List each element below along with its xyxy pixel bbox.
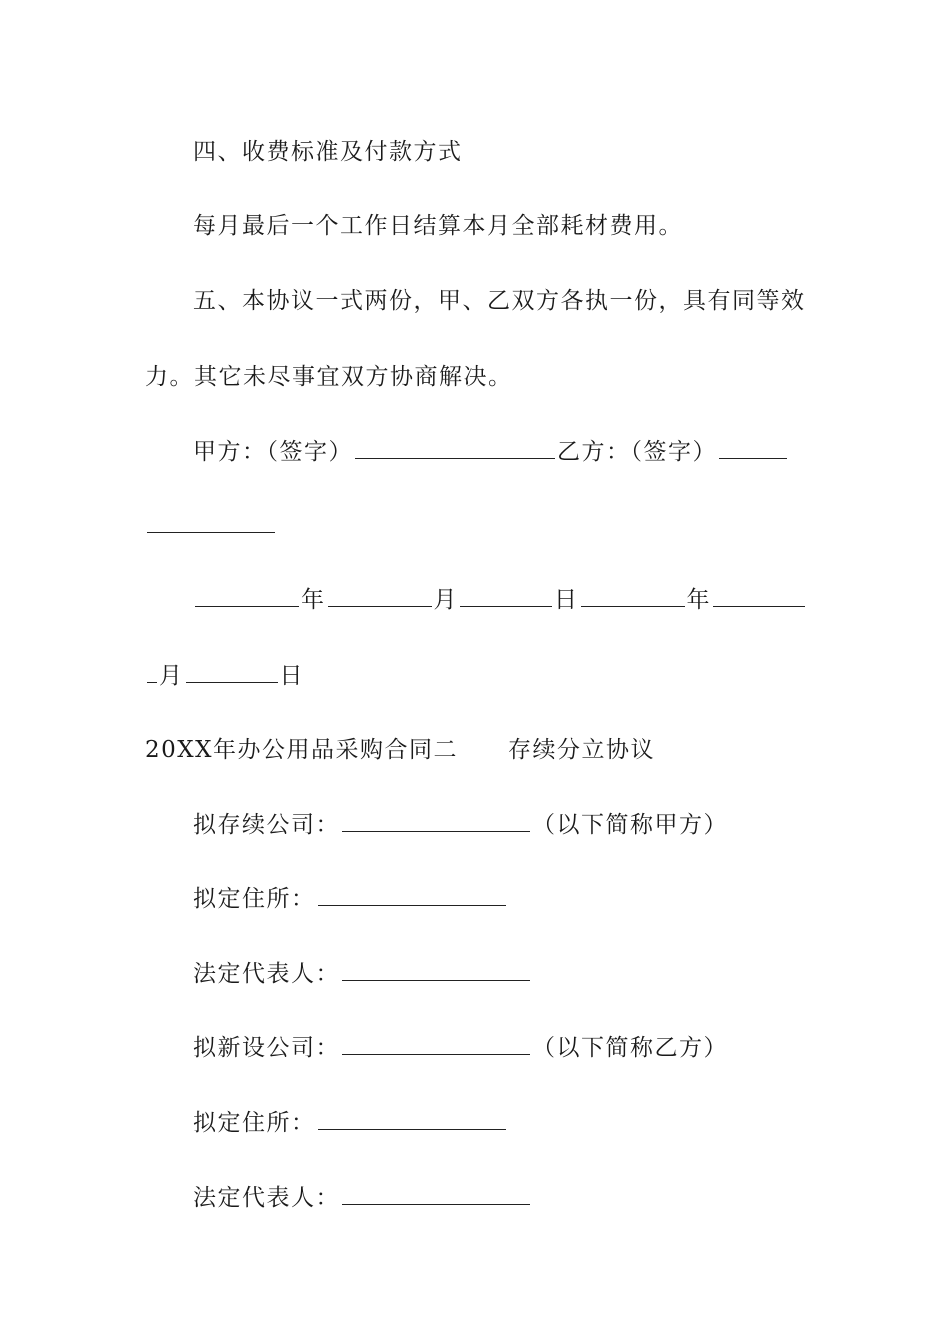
section-5-line-1: 五、本协议一式两份，甲、乙双方各执一份，具有同等效 (193, 288, 806, 314)
party-b-signature-blank-cont (147, 510, 275, 533)
legal-rep-label-1: 法定代表人： (193, 961, 340, 987)
month-label-b: 月 (159, 663, 184, 689)
legal-rep-line-2 (193, 1182, 532, 1213)
signature-line (193, 436, 789, 467)
section-4-body: 每月最后一个工作日结算本月全部耗材费用。 (193, 213, 683, 239)
surviving-company-blank (342, 809, 530, 832)
residence-line-1 (193, 883, 508, 914)
residence-label-1: 拟定住所： (193, 886, 316, 912)
party-b-signature-blank (719, 436, 787, 459)
year-blank-b (581, 584, 685, 607)
residence-line-2 (193, 1107, 508, 1138)
day-blank-b (186, 660, 278, 683)
contract-2-heading (145, 735, 655, 765)
day-blank-a (460, 584, 552, 607)
residence-label-2: 拟定住所： (193, 1110, 316, 1136)
section-4-heading: 四、收费标准及付款方式 (193, 139, 463, 165)
residence-blank-2 (318, 1107, 506, 1130)
month-blank-a (328, 584, 432, 607)
new-company-label: 拟新设公司： (193, 1035, 340, 1061)
year-blank-a (195, 584, 299, 607)
legal-rep-blank-2 (342, 1182, 530, 1205)
signature-continuation (145, 510, 277, 541)
legal-rep-line-1 (193, 958, 532, 989)
new-company-line (193, 1032, 728, 1063)
contract-2-title: 20XX年办公用品采购合同二 (145, 737, 459, 763)
new-company-blank (342, 1032, 530, 1055)
date-line (193, 584, 807, 615)
legal-rep-blank-1 (342, 958, 530, 981)
party-a-signature-blank (355, 436, 555, 459)
date-continuation (145, 660, 304, 691)
month-blank-b (713, 584, 805, 607)
party-b-label: 乙方：（签字） (557, 439, 717, 465)
legal-rep-label-2: 法定代表人： (193, 1185, 340, 1211)
day-label-a: 日 (554, 587, 579, 613)
surviving-company-suffix: （以下简称甲方） (532, 812, 728, 838)
month-blank-b-cont (147, 660, 157, 683)
surviving-company-line (193, 809, 728, 840)
contract-2-subtitle: 存续分立协议 (508, 737, 656, 763)
party-a-label: 甲方：（签字） (193, 439, 353, 465)
day-label-b: 日 (279, 663, 304, 689)
new-company-suffix: （以下简称乙方） (532, 1035, 728, 1061)
year-label-a: 年 (301, 587, 326, 613)
section-5-line-2: 力。其它未尽事宜双方协商解决。 (145, 364, 513, 390)
surviving-company-label: 拟存续公司： (193, 812, 340, 838)
residence-blank-1 (318, 883, 506, 906)
month-label-a: 月 (433, 587, 458, 613)
year-label-b: 年 (686, 587, 711, 613)
